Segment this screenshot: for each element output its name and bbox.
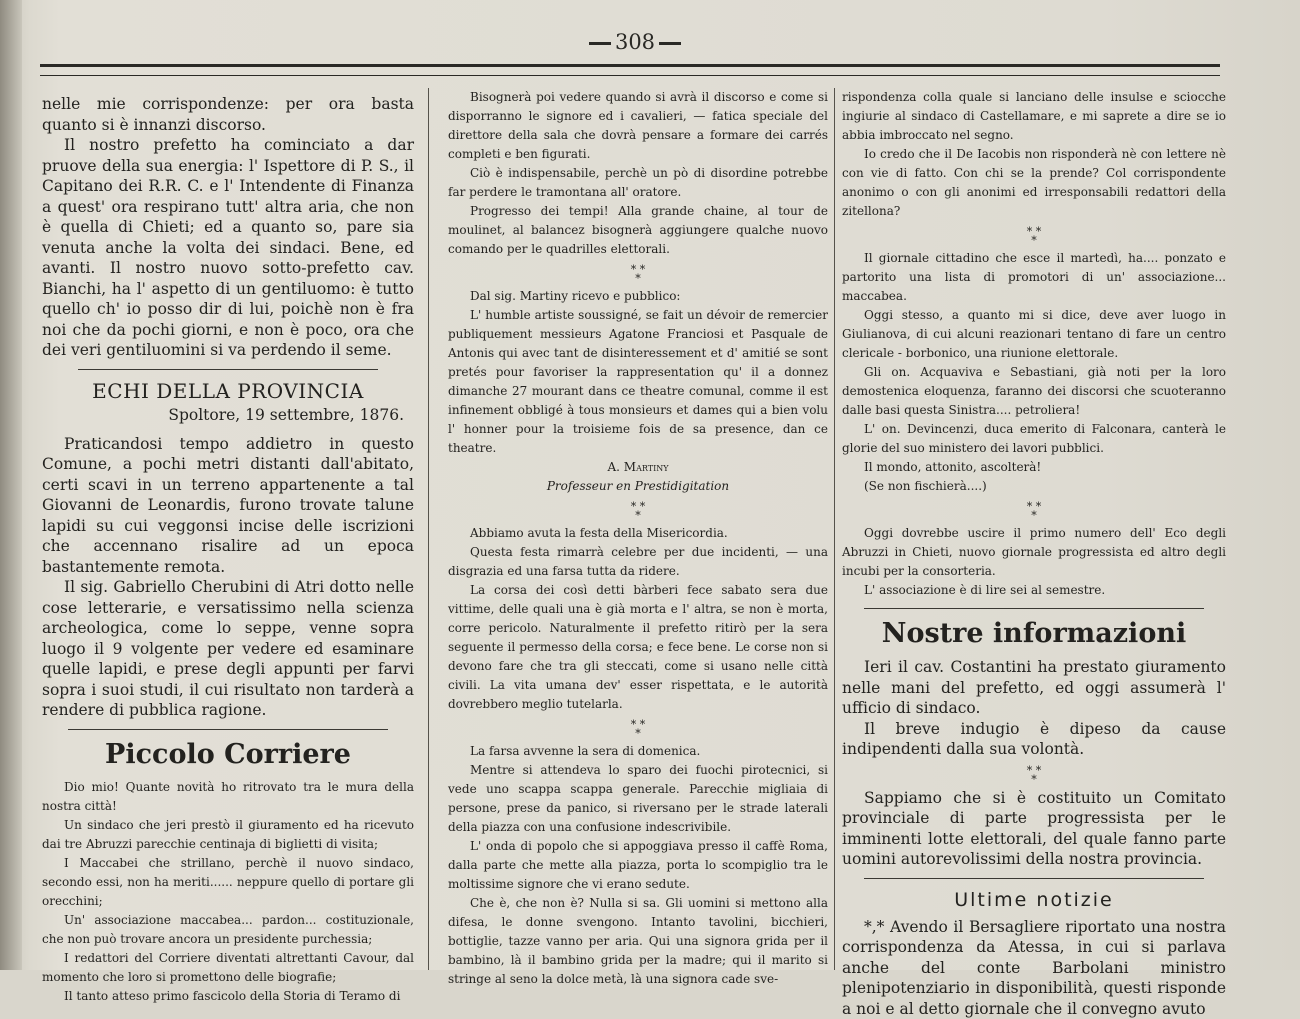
- paragraph: Mentre si attendeva lo sparo dei fuochi pirotecnici, si vede uno scappa scappa generale. Parecchie migliaia di persone, prese da panico, si riversano per le strade laterali della piazza con una confusione indescrivibile.: [448, 761, 828, 837]
- signature: A. Martiny: [448, 458, 828, 477]
- asterism: * * *: [448, 502, 828, 520]
- asterism: * * *: [448, 265, 828, 283]
- asterism: * * *: [842, 766, 1226, 784]
- section-rule: [864, 878, 1204, 879]
- paragraph: nelle mie corrispondenze: per ora basta quanto si è innanzi discorso.: [42, 94, 414, 135]
- paragraph: Il giornale cittadino che esce il martedì, ha.... ponzato e partorito una lista di promotori di un' associazione... maccabea.: [842, 249, 1226, 306]
- asterism: * * *: [842, 502, 1226, 520]
- asterism: * * *: [448, 720, 828, 738]
- paragraph: Dal sig. Martiny ricevo e pubblico:: [448, 287, 828, 306]
- page-number: [560, 30, 710, 54]
- paragraph: La farsa avvenne la sera di domenica.: [448, 742, 828, 761]
- paragraph: Ciò è indispensabile, perchè un pò di disordine potrebbe far perdere le tramontana all' oratore.: [448, 164, 828, 202]
- section-heading-piccolo-corriere: Piccolo Corriere: [42, 738, 414, 772]
- ornament-dash-left: [589, 42, 611, 45]
- paragraph: Bisognerà poi vedere quando si avrà il discorso e come si disporranno le signore ed i cavalieri, — fatica speciale del direttore della sala che dovrà pensare a formare dei carrés completi e ben figurati.: [448, 88, 828, 164]
- paragraph: Progresso dei tempi! Alla grande chaine, al tour de moulinet, al balancez bisognerà aggiungere qualche nuovo comando per le quadrilles elettorali.: [448, 202, 828, 259]
- paragraph: Abbiamo avuta la festa della Misericordia.: [448, 524, 828, 543]
- column-1: [42, 94, 414, 1006]
- paragraph: Gli on. Acquaviva e Sebastiani, già noti per la loro demostenica eloquenza, faranno dei discorsi che scuoteranno dalle basi questa Sinistra.... petroliera!: [842, 363, 1226, 420]
- paragraph: L' on. Devincenzi, duca emerito di Falconara, canterà le glorie del suo ministero dei lavori pubblici.: [842, 420, 1226, 458]
- paragraph: Oggi dovrebbe uscire il primo numero dell' Eco degli Abruzzi in Chieti, nuovo giornale progressista ed altro degli incubi per la consorteria.: [842, 524, 1226, 581]
- section-rule: [68, 729, 388, 730]
- asterism: * * *: [842, 227, 1226, 245]
- paragraph: L' humble artiste soussigné, se fait un dévoir de remercier publiquement messieurs Agatone Franciosi et Pasquale de Antonis qui avec tant de disinteressement et d' amitié se sont pretés pour favoriser la rappresentation qu' il a donnez dimanche 27 mourant dans ce theatre comunal, comme il est infinement obbligé à tous monsieurs et dames qui a bien volu l' honner pour la troisieme fois de sa presence, dan ce theatre.: [448, 306, 828, 458]
- paragraph: La corsa dei così detti bàrberi fece sabato sera due vittime, delle quali una è già morta e l' altra, se non è morta, corre pericolo. Naturalmente il prefetto ritirò per la sera seguente il permesso della corsa; e fece bene. Le corse non si devono fare che tra gli steccati, come si usano nelle città civili. La vita umana dev' esser rispettata, e le autorità dovrebbero meglio tutelarla.: [448, 581, 828, 714]
- section-rule: [864, 608, 1204, 609]
- paragraph: Il mondo, attonito, ascolterà!: [842, 458, 1226, 477]
- paragraph: *,* Avendo il Bersagliere riportato una nostra corrispondenza da Atessa, in cui si parlava anche del conte Barbolani ministro plenipotenziario in disponibilità, questi risponde a noi e al detto giornale che il convegno avuto: [842, 917, 1226, 1019]
- section-rule: [78, 369, 378, 370]
- dateline: Spoltore, 19 settembre, 1876.: [42, 404, 414, 426]
- paragraph: rispondenza colla quale si lanciano delle insulse e sciocche ingiurie al sindaco di Castellamare, e mi saprete a dire se io abbia imbroccato nel segno.: [842, 88, 1226, 145]
- ornament-dash-right: [659, 42, 681, 45]
- paragraph: (Se non fischierà....): [842, 477, 1226, 496]
- paragraph: I redattori del Corriere diventati altrettanti Cavour, dal momento che loro si promettono delle biografie;: [42, 949, 414, 987]
- paragraph: I Maccabei che strillano, perchè il nuovo sindaco, secondo essi, non ha meriti...... neppure quello di portare gli orecchini;: [42, 854, 414, 911]
- section-heading-echi: ECHI DELLA PROVINCIA: [42, 378, 414, 404]
- paragraph: Il breve indugio è dipeso da cause indipendenti dalla sua volontà.: [842, 719, 1226, 760]
- paragraph: Io credo che il De Iacobis non risponderà nè con lettere nè con vie di fatto. Con chi se la prende? Col corrispondente anonimo o con gli anonimi ed irresponsabili redattori della zitellona?: [842, 145, 1226, 221]
- paragraph: Il sig. Gabriello Cherubini di Atri dotto nelle cose letterarie, e versatissimo nella scienza archeologica, come lo seppe, venne sopra luogo il 9 volgente per vedere ed esaminare quelle lapidi, e prese degli appunti per farvi sopra i suoi studi, il cui risultato non tarderà a rendere di pubblica ragione.: [42, 577, 414, 721]
- paragraph: Il tanto atteso primo fascicolo della Storia di Teramo di: [42, 987, 414, 1006]
- paragraph: Un' associazione maccabea... pardon... costituzionale, che non può trovare ancora un presidente purchessia;: [42, 911, 414, 949]
- paragraph: Oggi stesso, a quanto mi si dice, deve aver luogo in Giulianova, di cui alcuni reazionari tentano di fare un centro clericale - borbonico, una riunione elettorale.: [842, 306, 1226, 363]
- binding-shadow: [0, 0, 22, 970]
- column-separator-1: [428, 88, 429, 970]
- paragraph: Ieri il cav. Costantini ha prestato giuramento nelle mani del prefetto, ed oggi assumerà l' ufficio di sindaco.: [842, 657, 1226, 719]
- paragraph: Un sindaco che jeri prestò il giuramento ed ha ricevuto dai tre Abruzzi parecchie centinaja di biglietti di visita;: [42, 816, 414, 854]
- paragraph: L' onda di popolo che si appoggiava presso il caffè Roma, dalla parte che mette alla piazza, porta lo scompiglio tra le moltissime signore che vi erano sedute.: [448, 837, 828, 894]
- section-heading-nostre-informazioni: Nostre informazioni: [842, 617, 1226, 651]
- column-3: [842, 88, 1226, 1019]
- header-rule: [40, 64, 1220, 76]
- paragraph: Praticandosi tempo addietro in questo Comune, a pochi metri distanti dall'abitato, certi scavi in un terreno appartenente a tal Giovanni de Leonardis, furono trovate talune lapidi su cui veggonsi incise delle iscrizioni che accennano risalire ad un epoca bastantemente remota.: [42, 434, 414, 578]
- column-2: [448, 88, 828, 989]
- section-heading-ultime-notizie: Ultime notizie: [842, 887, 1226, 913]
- paragraph: Questa festa rimarrà celebre per due incidenti, — una disgrazia ed una farsa tutta da ridere.: [448, 543, 828, 581]
- paragraph: L' associazione è di lire sei al semestre.: [842, 581, 1226, 600]
- signature-role: Professeur en Prestidigitation: [448, 477, 828, 496]
- column-separator-2: [834, 88, 835, 970]
- paragraph: Sappiamo che si è costituito un Comitato provinciale di parte progressista per le imminenti lotte elettorali, del quale fanno parte uomini autorevolissimi della nostra provincia.: [842, 788, 1226, 870]
- paragraph: Che è, che non è? Nulla si sa. Gli uomini si mettono alla difesa, le donne svengono. Intanto tavolini, bicchieri, bottiglie, tazze vanno per aria. Qui una signora grida per il bambino, là il bambino grida per la madre; qui il marito si stringe al seno la dolce metà, là una signora cade sve-: [448, 894, 828, 989]
- paragraph: Il nostro prefetto ha cominciato a dar pruove della sua energia: l' Ispettore di P. S., il Capitano dei R.R. C. e l' Intendente di Finanza a quest' ora respirano tutt' altra aria, che non è quella di Chieti; ed a quanto so, pare sia venuta anche la volta dei sindaci. Bene, ed avanti. Il nostro nuovo sotto-prefetto cav. Bianchi, ha l' aspetto di un gentiluomo: è tutto quello ch' io posso dir di lui, poichè non è fra noi che da pochi giorni, e non è poco, ora che dei veri gentiluomini si va perdendo il seme.: [42, 135, 414, 361]
- paragraph: Dio mio! Quante novità ho ritrovato tra le mura della nostra città!: [42, 778, 414, 816]
- page-number-text: 308: [615, 30, 655, 54]
